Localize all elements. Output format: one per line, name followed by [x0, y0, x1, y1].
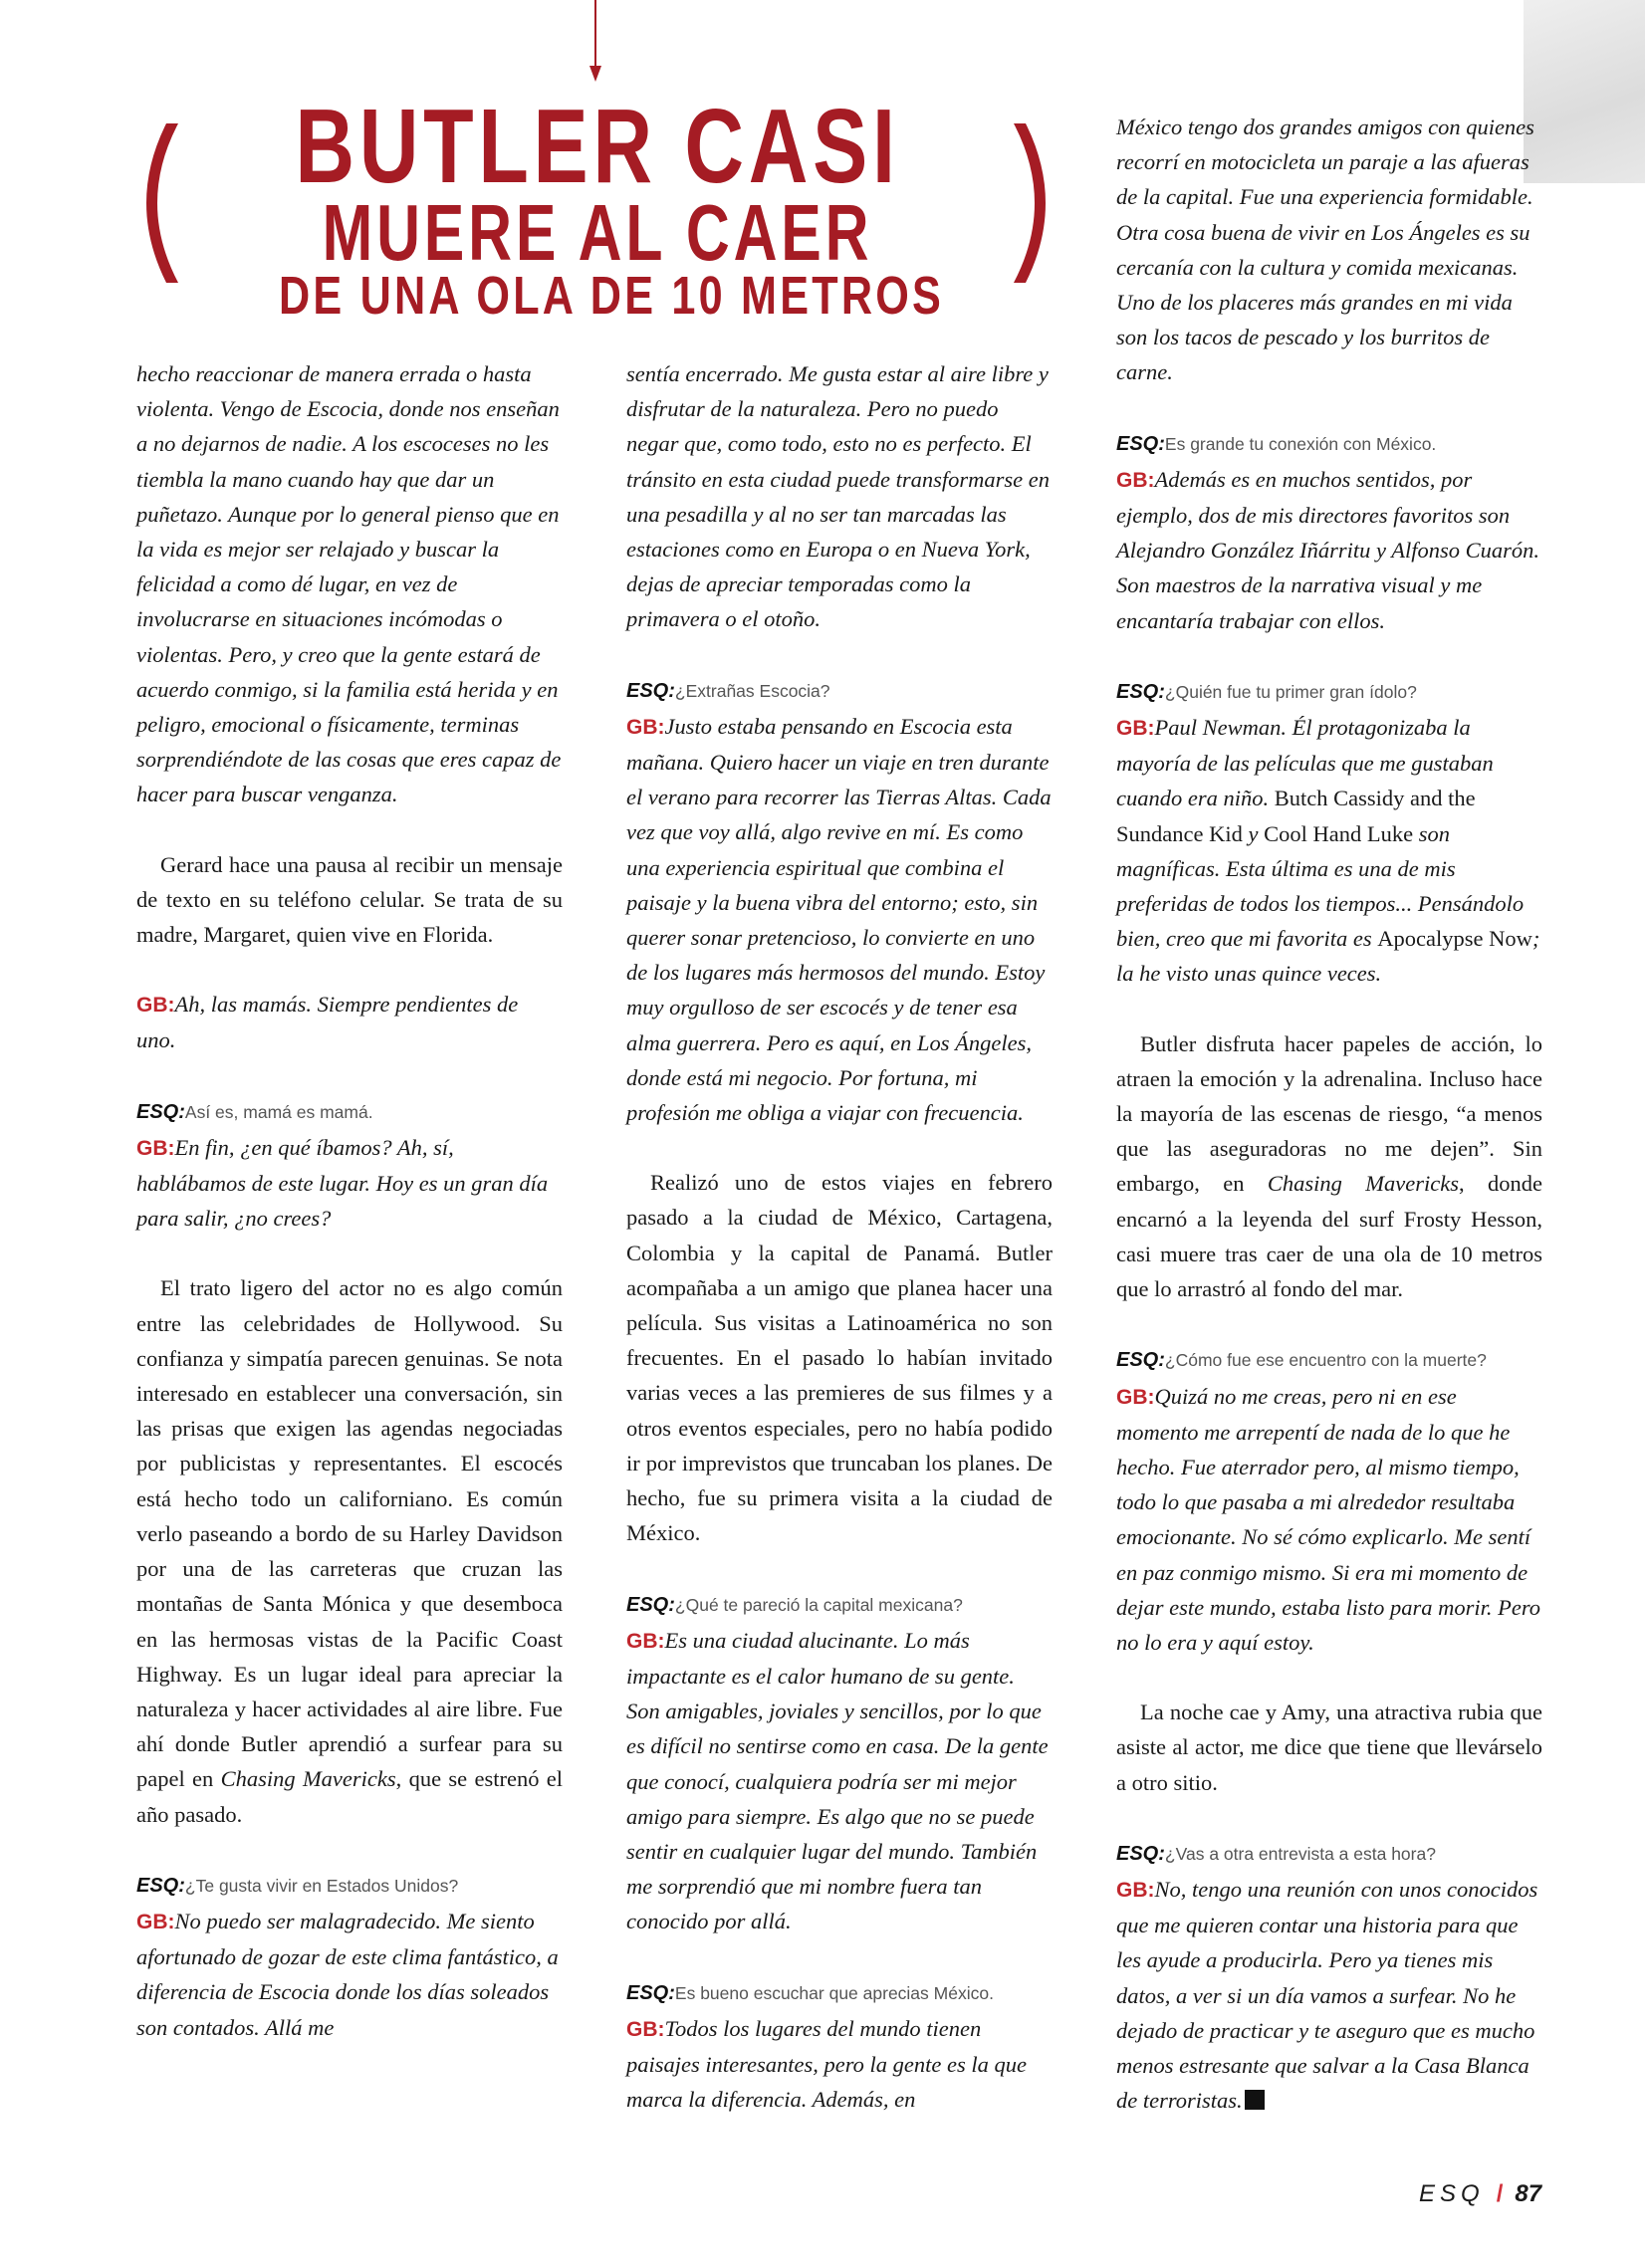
question-paragraph — [626, 1974, 1053, 2011]
question-paragraph — [626, 672, 1053, 709]
paragraph-text: Todos los lugares del mundo tienen paisajes interesantes, pero la gente es la que marca la diferencia. Además, en — [626, 2015, 1028, 2113]
end-of-article-mark-icon — [1245, 2090, 1265, 2110]
interviewee-label: GB: — [626, 2017, 665, 2041]
title-reference: Cool Hand Luke — [1264, 820, 1414, 846]
question-paragraph — [1116, 1835, 1542, 1872]
narrative-paragraph — [1116, 1026, 1542, 1307]
answer-paragraph — [1116, 110, 1542, 390]
narrative-paragraph — [626, 1165, 1053, 1550]
answer-paragraph — [1116, 462, 1542, 638]
interviewer-label: ESQ: — [1116, 680, 1165, 703]
question-paragraph — [1116, 673, 1542, 710]
page-footer — [1419, 2180, 1541, 2208]
paragraph-text: ¿Qué te pareció la capital mexicana? — [674, 1594, 963, 1615]
paragraph-text: hecho reaccionar de manera errada o hasta violenta. Vengo de Escocia, donde nos enseñan a no dejarnos de nadie. A los escoceses no les tiembla la mano cuando hay que dar un puñetazo. Aunque por lo general pienso que en la vida es mejor ser relajado y buscar la felicidad a como dé lugar, en vez de involucrarse en situaciones incómodas o violentas. Pero, y creo que la gente estará de acuerdo conmigo, si la familia está herida y en peligro, emocional o físicamente, terminas sorprendiéndote de las cosas que eres capaz de hacer para buscar venganza. — [136, 361, 562, 807]
narrative-paragraph — [136, 1270, 563, 1831]
title-reference: Apocalypse Now — [1377, 926, 1532, 952]
interviewer-label: ESQ: — [626, 1593, 675, 1616]
paragraph-text: Ah, las mamás. Siempre pendientes de uno. — [136, 992, 519, 1053]
interviewer-label: ESQ: — [1116, 1842, 1165, 1865]
paragraph-text: , donde encarnó a la leyenda del surf Frosty Hesson, casi muere tras caer de una ola de 10 metros que lo arrastró al fondo del mar. — [1116, 1171, 1542, 1302]
paragraph-text: Realizó uno de estos viajes en febrero pasado a la ciudad de México, Cartagena, Colombia y la capital de Panamá. Butler acompañaba a un amigo que planea hacer una película. Sus visitas a Latinoamérica no son frecuentes. En el pasado lo habían invitado varias veces a las premieres de sus filmes y a otros eventos especiales, pero no había podido ir por imprevistos que truncaban los planes. De hecho, fue su primera visita a la ciudad de México. — [626, 1170, 1053, 1546]
question-paragraph — [136, 1093, 563, 1130]
paragraph-text: México tengo dos grandes amigos con quienes recorrí en motocicleta un paraje a las afueras de la capital. Fue una experiencia formidable. Otra cosa buena de vivir en Los Ángeles es su cercanía con la cultura y comida mexicanas. Uno de los placeres más grandes en mi vida son los tacos de pescado y los burritos de carne. — [1116, 114, 1534, 385]
answer-paragraph — [136, 1130, 563, 1237]
paragraph-text: Paul Newman. Él protagonizaba la mayoría de las películas que me gustaban cuando era niño. — [1116, 715, 1494, 811]
interviewee-label: GB: — [1116, 1878, 1155, 1902]
answer-paragraph — [136, 356, 563, 812]
answer-paragraph — [136, 987, 563, 1057]
question-paragraph — [1116, 1341, 1542, 1378]
interviewee-label: GB: — [626, 715, 665, 739]
title-reference: Butch Cassidy and the Sundance Kid — [1116, 786, 1476, 846]
headline-line-3: DE UNA OLA DE 10 METROS — [279, 266, 945, 326]
title-reference: Chasing Mavericks — [1267, 1171, 1460, 1197]
paragraph-text: Así es, mamá es mamá. — [184, 1101, 373, 1122]
answer-paragraph — [626, 709, 1053, 1130]
paragraph-text: La noche cae y Amy, una atractiva rubia que asiste al actor, me dice que tiene que llevárselo a otro sitio. — [1116, 1700, 1542, 1795]
interviewee-label: GB: — [136, 1136, 175, 1160]
paragraph-text: ¿Cómo fue ese encuentro con la muerte? — [1164, 1350, 1487, 1371]
paragraph-text: Además es en muchos sentidos, por ejemplo, dos de mis directores favoritos son Alejandro González Iñárritu y Alfonso Cuarón. Son maestros de la narrativa visual y me encantaría trabajar con ellos. — [1116, 466, 1540, 633]
paragraph-text: Es grande tu conexión con México. — [1164, 433, 1437, 454]
interviewer-label: ESQ: — [136, 1100, 185, 1123]
interviewer-label: ESQ: — [1116, 432, 1165, 455]
interviewee-label: GB: — [136, 994, 175, 1018]
interviewee-label: GB: — [136, 1910, 175, 1933]
narrative-paragraph — [136, 847, 563, 953]
paragraph-text: ¿Te gusta vivir en Estados Unidos? — [184, 1875, 459, 1896]
answer-paragraph — [1116, 710, 1542, 992]
answer-paragraph — [626, 356, 1053, 637]
paragraph-text: ¿Quién fue tu primer gran ídolo? — [1164, 681, 1417, 702]
question-paragraph — [136, 1867, 563, 1904]
paragraph-text: En fin, ¿en qué íbamos? Ah, sí, hablábamos de este lugar. Hoy es un gran día para salir, ¿no crees? — [136, 1134, 549, 1232]
interviewer-label: ESQ: — [626, 1981, 675, 2004]
headline-line-2: MUERE AL CAER — [322, 188, 873, 277]
paragraph-text: No, tengo una reunión con unos conocidos que me quieren contar una historia para que les ayude a producirla. Pero ya tienes mis datos, a ver si un día vamos a surfear. No he dejado de practicar y te aseguro que es mucho menos estresante que salvar a la Casa Blanca de terroristas. — [1116, 1876, 1538, 2114]
page-number: 87 — [1515, 2180, 1542, 2207]
right-parenthesis-ornament — [1008, 117, 1058, 289]
paragraph-text: Es una ciudad alucinante. Lo más impactante es el calor humano de su gente. Son amigables, joviales y sencillos, por lo que es difícil no sentirse como en casa. De la gente que conocí, cualquiera podría ser mi mejor amigo para siempre. Es algo que no se puede sentir en cualquier lugar del mundo. También me sorprendió que mi nombre fuera tan conocido por allá. — [626, 1627, 1049, 1934]
paragraph-text: Butler disfruta hacer papeles de acción, lo atraen la emoción y la adrenalina. Incluso hace la mayoría de las escenas de riesgo, “a menos que las aseguradoras no me dejen”. Sin embargo, en — [1116, 1030, 1542, 1197]
answer-paragraph — [136, 1904, 563, 2045]
article-column-3 — [1116, 110, 1542, 2118]
paragraph-text: ; la he visto unas quince veces. — [1116, 926, 1540, 987]
article-column-2 — [626, 356, 1053, 2117]
answer-paragraph — [1116, 1379, 1542, 1661]
answer-paragraph — [626, 2011, 1053, 2118]
paragraph-text: Quizá no me creas, pero ni en ese momento me arrepentí de nada de lo que he hecho. Fue aterrador pero, al mismo tiempo, todo lo que pasaba a mi alrededor resultaba emocionante. No sé cómo explicarlo. Me sentí en paz conmigo mismo. Si era mi momento de dejar este mundo, estaba listo para morir. Pero no lo era y aquí estoy. — [1116, 1383, 1541, 1655]
interviewee-label: GB: — [1116, 1385, 1155, 1409]
title-reference: Chasing Mavericks — [220, 1766, 396, 1792]
paragraph-text: Gerard hace una pausa al recibir un mensaje de texto en su teléfono celular. Se trata de su madre, Margaret, quien vive en Florida. — [136, 851, 563, 948]
magazine-name: ESQ — [1419, 2180, 1485, 2207]
paragraph-text: , que se estrenó el año pasado. — [136, 1766, 563, 1827]
paragraph-text: El trato ligero del actor no es algo común entre las celebridades de Hollywood. Su confianza y simpatía parecen genuinas. Se nota interesado en establecer una conversación, sin las prisas que exigen las agendas negociadas por publicistas y representantes. El escocés está hecho todo un californiano. Es común verlo paseando a bordo de su Harley Davidson por una de las carreteras que cruzan las montañas de Santa Mónica y que desemboca en las hermosas vistas de la Pacific Coast Highway. Es un lugar ideal para apreciar la naturaleza y hacer actividades al aire libre. Fue ahí donde Butler aprendió a surfear para su papel en — [136, 1275, 563, 1792]
paragraph-text: No puedo ser malagradecido. Me siento afortunado de gozar de este clima fantástico, a diferencia de Escocia donde los días soleados son contados. Allá me — [136, 1908, 559, 2040]
interviewer-label: ESQ: — [626, 679, 675, 702]
interviewee-label: GB: — [1116, 468, 1155, 492]
divider-slash: / — [1496, 2180, 1504, 2207]
article-column-1 — [136, 356, 563, 2045]
answer-paragraph — [1116, 1872, 1542, 2118]
interviewee-label: GB: — [1116, 717, 1155, 741]
question-paragraph — [1116, 425, 1542, 462]
paragraph-text: Es bueno escuchar que aprecias México. — [674, 1982, 994, 2003]
left-parenthesis-ornament — [134, 117, 184, 289]
paragraph-text: son magníficas. Esta última es una de mis preferidas de todos los tiempos... Pensándolo bien, creo que mi favorita es — [1116, 820, 1525, 952]
paragraph-text: ¿Vas a otra entrevista a esta hora? — [1164, 1843, 1436, 1864]
interviewer-label: ESQ: — [1116, 1349, 1165, 1372]
question-paragraph — [626, 1586, 1053, 1623]
paragraph-text: Justo estaba pensando en Escocia esta mañana. Quiero hacer un viaje en tren durante el verano para recorrer las Tierras Altas. Cada vez que voy allá, algo revive en mí. Es como una experiencia espiritual que combina el paisaje y la buena vibra del entorno; esto, sin querer sonar pretencioso, lo convierte en uno de los lugares más hermosos del mundo. Estoy muy orgulloso de ser escocés y de tener esa alma guerrera. Pero es aquí, en Los Ángeles, donde está mi negocio. Por fortuna, mi profesión me obliga a viajar con frecuencia. — [626, 713, 1052, 1126]
paragraph-text: y — [1242, 820, 1265, 846]
interviewer-label: ESQ: — [136, 1874, 185, 1897]
paragraph-text: sentía encerrado. Me gusta estar al aire libre y disfrutar de la naturaleza. Pero no puedo negar que, como todo, esto no es perfecto. El tránsito en esta ciudad puede transformarse en una pesadilla y al no ser tan marcadas las estaciones como en Europa o en Nueva York, dejas de apreciar temporadas como la primavera o el otoño. — [626, 361, 1050, 632]
answer-paragraph — [626, 1623, 1053, 1939]
headline-line-1: BUTLER CASI — [295, 88, 900, 205]
interviewee-label: GB: — [626, 1629, 665, 1653]
paragraph-text: ¿Extrañas Escocia? — [674, 680, 830, 701]
narrative-paragraph — [1116, 1695, 1542, 1800]
arrow-down-icon — [588, 0, 603, 84]
